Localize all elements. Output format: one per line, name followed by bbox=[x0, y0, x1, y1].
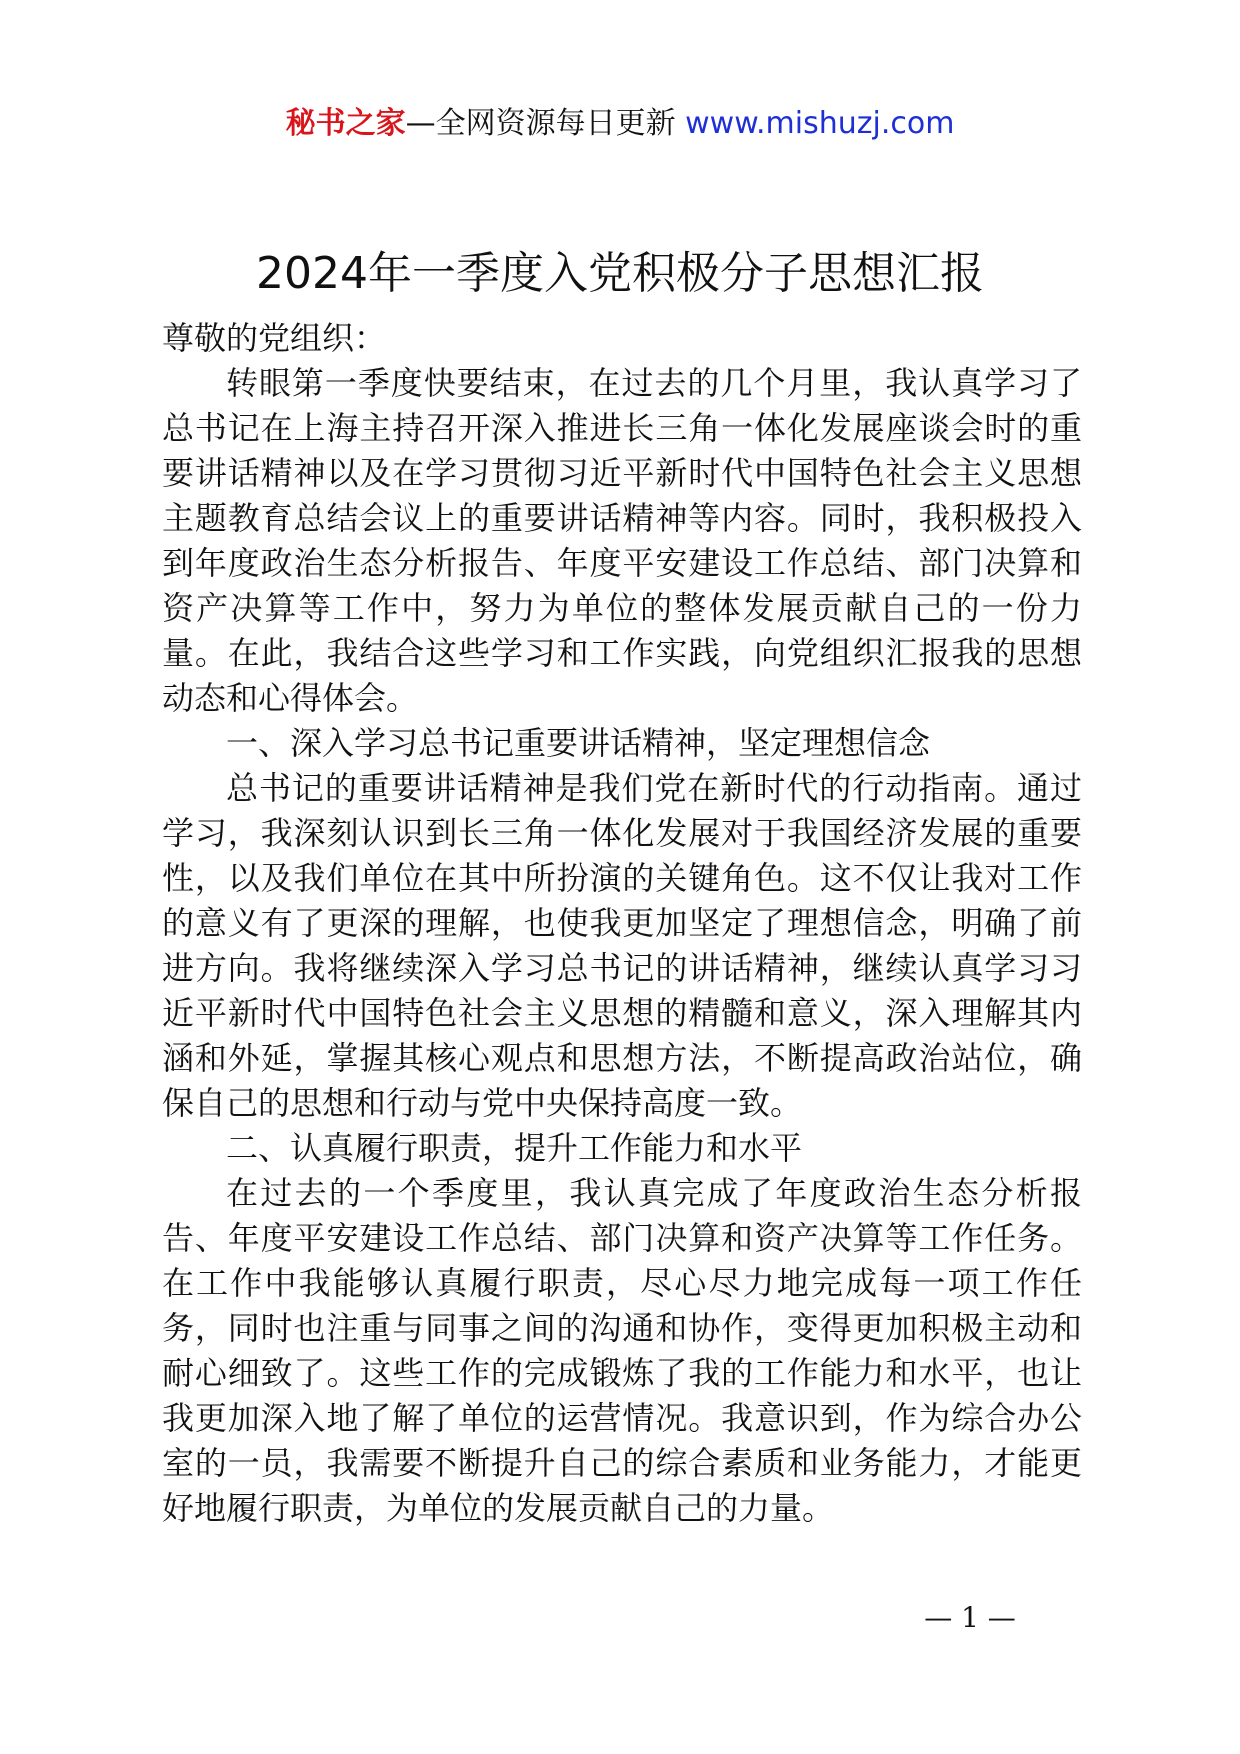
document-title: 2024年一季度入党积极分子思想汇报 bbox=[256, 248, 984, 299]
paragraph-section-2: 在过去的一个季度里，我认真完成了年度政治生态分析报告、年度平安建设工作总结、部门决算和资产决算等工作任务。在工作中我能够认真履行职责，尽心尽力地完成每一项工作任务，同时也注重与同事之间的沟通和协作，变得更加积极主动和耐心细致了。这些工作的完成锻炼了我的工作能力和水平，也让我更加深入地了解了单位的运营情况。我意识到，作为综合办公室的一员，我需要不断提升自己的综合素质和业务能力，才能更好地履行职责，为单位的发展贡献自己的力量。 bbox=[162, 1174, 1082, 1527]
section-heading-2: 二、认真履行职责，提升工作能力和水平 bbox=[226, 1129, 803, 1167]
brand-name: 秘书之家 bbox=[285, 106, 406, 141]
header-tagline: —全网资源每日更新 bbox=[405, 106, 686, 141]
salutation: 尊敬的党组织： bbox=[162, 319, 387, 357]
page-number: — 1 — bbox=[924, 1601, 1016, 1634]
paragraph-section-1: 总书记的重要讲话精神是我们党在新时代的行动指南。通过学习，我深刻认识到长三角一体化发展对于我国经济发展的重要性，以及我们单位在其中所扮演的关键角色。这不仅让我对工作的意义有了更深的理解，也使我更加坚定了理想信念，明确了前进方向。我将继续深入学习总书记的讲话精神，继续认真学习习近平新时代中国特色社会主义思想的精髓和意义，深入理解其内涵和外延，掌握其核心观点和思想方法，不断提高政治站位，确保自己的思想和行动与党中央保持高度一致。 bbox=[162, 769, 1082, 1122]
site-url-link[interactable]: www.mishuzj.com bbox=[685, 106, 955, 141]
paragraph-intro: 转眼第一季度快要结束，在过去的几个月里，我认真学习了总书记在上海主持召开深入推进长三角一体化发展座谈会时的重要讲话精神以及在学习贯彻习近平新时代中国特色社会主义思想主题教育总结会议上的重要讲话精神等内容。同时，我积极投入到年度政治生态分析报告、年度平安建设工作总结、部门决算和资产决算等工作中，努力为单位的整体发展贡献自己的一份力量。在此，我结合这些学习和工作实践，向党组织汇报我的思想动态和心得体会。 bbox=[162, 364, 1082, 717]
section-heading-1: 一、深入学习总书记重要讲话精神，坚定理想信念 bbox=[226, 724, 931, 762]
document-body bbox=[162, 316, 1082, 1531]
header-banner bbox=[0, 102, 1240, 146]
